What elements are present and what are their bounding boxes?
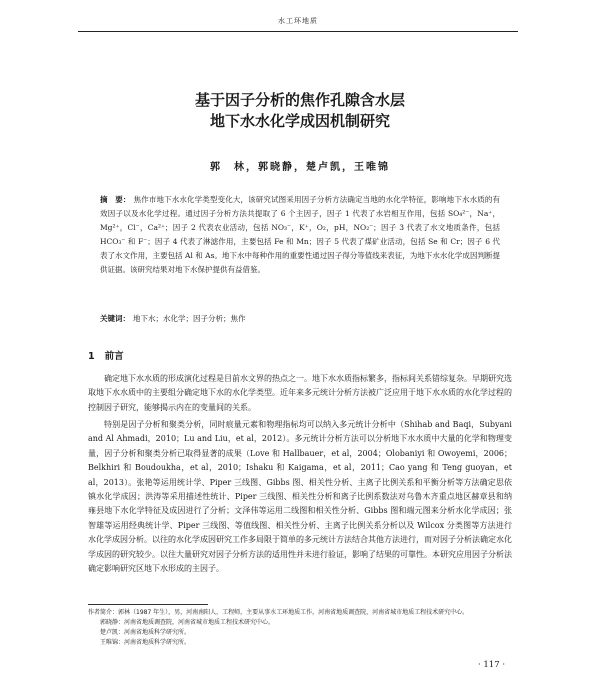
- footnote-coauthor-2: 楚卢凯：河南省地质科学研究所。: [100, 629, 191, 636]
- footnote-coauthor-3: 王唯锦：河南省地质科学研究所。: [100, 639, 191, 646]
- body-paragraph-1: 确定地下水水质的形成演化过程是目前水文界的热点之一。地下水水质指标繁多，指标间关系错综复杂。早期研究选取地下水水质中的主要组分确定地下水的水化学类型。近年来多元统计分析方法被广泛应用于地下水水质的水化学过程的控制因子研究，能够揭示内在的变量间的关系。: [88, 374, 512, 412]
- footnote-author-bio: 作者简介：郭林（1987 年生），男，河南南阳人，工程师，主要从事水工环地质工作，河南省地质调查院，河南省城市地质工程技术研究中心。: [88, 609, 469, 616]
- authors: 郭 林，郭晓静，楚卢凯，王唯锦: [210, 162, 390, 173]
- running-head: 水工环地质: [278, 17, 318, 25]
- page-number: · 117 ·: [478, 660, 506, 670]
- abstract: [100, 193, 500, 277]
- header-rule: [78, 31, 518, 32]
- abstract-label: 摘 要：: [100, 195, 131, 204]
- keywords-text: 地下水；水化学；因子分析；焦作: [133, 314, 246, 323]
- keywords-label: 关键词：: [100, 314, 130, 323]
- title-line-1: 基于因子分析的焦作孔隙含水层: [194, 91, 405, 109]
- footnote-rule: [88, 604, 208, 605]
- section-heading: [88, 348, 124, 362]
- title-line-2: 地下水水化学成因机制研究: [209, 112, 390, 130]
- body-paragraph-2: 特别是因子分析和聚类分析，同时痕量元素和物理指标均可以纳入多元统计分析中（Shihab and Baqi，Subyani and Al Ahmadi，2010；Lu and Liu，et al，2012）。多元统计分析方法可以分析地下水水质中大量的化学和物理变量，因子分析和聚类分析已取得显著的成果（Love 和 Hallbauer，et al，2004；Olobaniyi 和 Owoyemi，2006；Belkhiri 和 Boudoukha，et al，2010；Ishaku 和 Kaigama，et al，2011；Cao yang 和 Teng guoyan，et al，2013）。张艳等运用统计学、Piper 三线图、Gibbs 图、相关性分析、主离子比例关系和平衡分析等方法确定思依镇水化学成因；洪涛等采用描述性统计、Piper 三线图、相关性分析和离子比例系数法对乌鲁木齐重点地区赫章县和纳雍县地下水化学特征及成因进行了分析；文泽伟等运用二线图和相关性分析、Gibbs 图和端元图来分析水化学成因；张智雄等运用经典统计学、Piper 三线图、等值线图、相关性分析、主离子比例关系分析以及 Wilcox 分类图等方法进行水化学成因分析。以往的水化学成因研究工作多局限于简单的多元统计方法结合其他方法进行，而对因子分析法确定水化学成因的研究较少。以往大量研究对因子分析方法的适用性并未进行验证，影响了结果的可靠性。本研究应用因子分析法确定影响研究区地下水形成的主因子。: [88, 420, 512, 574]
- keywords: [100, 313, 500, 325]
- footnote-coauthor-1: 郭晓静：河南省地质调查院，河南省城市地质工程技术研究中心。: [100, 619, 275, 626]
- paper-title: [60, 90, 540, 132]
- abstract-text: 焦作市地下水水化学类型变化大，该研究试图采用因子分析方法确定当地的水化学特征，影响地下水水质的有效因子以及水化学过程。通过因子分析方法共提取了 6 个主因子，因子 1 代表了水岩相互作用，包括 SO₄²⁻，Na⁺，Mg²⁺，Cl⁻，Ca²⁺；因子 2 代表农业活动，包括 NO₃⁻，K⁺，O₂，pH，NO₂⁻；因子 3 代表了水文地质条件，包括 HCO₃⁻ 和 F⁻；因子 4 代表了淋滤作用，主要包括 Fe 和 Mn；因子 5 代表了煤矿业活动，包括 Se 和 Cr；因子 6 代表了水文作用，主要包括 Al 和 As。地下水中每种作用的重要性通过因子得分等值线来表征，为地下水水化学成因判断提供证据。该研究结果对地下水保护提供有益借鉴。: [100, 195, 501, 274]
- footnotes: [88, 608, 512, 648]
- section-number: 1: [88, 351, 95, 362]
- section-title: 前言: [104, 351, 124, 362]
